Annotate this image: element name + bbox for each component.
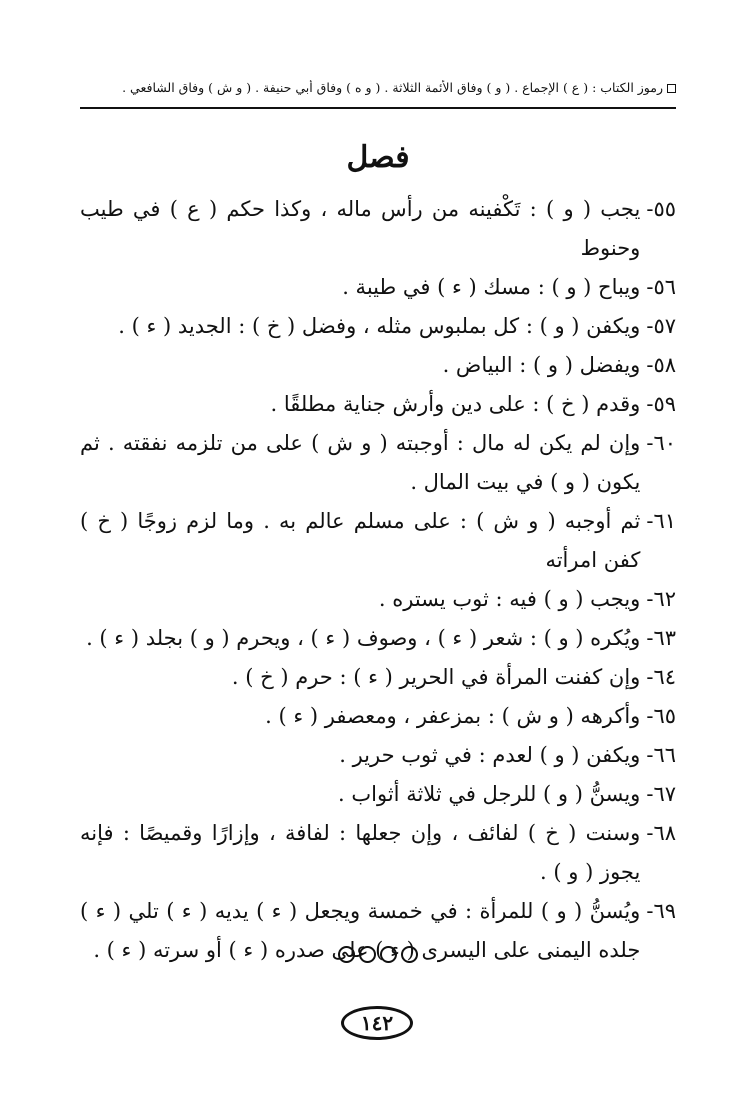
item-text: ثم أوجبه ( و ش ) : على مسلم عالم به . وما لزم زوجًا ( خ ) كفن امرأته [80,509,641,572]
item-text: وإن كفنت المرأة في الحرير ( ء ) : حرم ( خ ) . [231,665,641,689]
list-item [80,619,676,658]
item-number: ٥٩- [646,392,676,416]
item-number: ٥٦- [646,275,676,299]
list-item [80,736,676,775]
item-number: ٦٧- [646,782,676,806]
section-title: فصل [346,140,410,175]
item-number: ٦١- [646,509,676,533]
item-number: ٦٤- [646,665,676,689]
item-number: ٥٧- [646,314,676,338]
item-text: وقدم ( خ ) : على دين وأرش جناية مطلقًا . [270,392,641,416]
page-number: ١٤٢ [341,1006,413,1040]
item-number: ٦٩- [646,899,676,923]
list-item [80,697,676,736]
item-text: ويكفن ( و ) : كل بملبوس مثله ، وفضل ( خ ) : الجديد ( ء ) . [118,314,641,338]
numbered-items-list [80,190,676,970]
list-item [80,502,676,580]
item-number: ٥٥- [646,197,676,221]
item-number: ٦٠- [646,431,676,455]
item-text: ويجب ( و ) فيه : ثوب يستره . [378,587,641,611]
list-item [80,268,676,307]
list-item [80,385,676,424]
item-number: ٦٢- [646,587,676,611]
circle-ornament-icon [359,946,376,963]
item-text: وإن لم يكن له مال : أوجبته ( و ش ) على من تلزمه نفقته . ثم يكون ( و ) في بيت المال . [80,431,641,494]
list-item [80,580,676,619]
circle-ornament-icon [401,946,418,963]
circle-ornament-icon [380,946,397,963]
header-rule [80,107,676,109]
list-item [80,190,676,268]
item-text: وسنت ( خ ) لفائف ، وإن جعلها : لفافة ، وإزارًا وقميصًا : فإنه يجوز ( و ) . [80,821,641,884]
item-number: ٦٣- [646,626,676,650]
item-text: ويكفن ( و ) لعدم : في ثوب حرير . [339,743,641,767]
square-bullet-icon [667,84,676,93]
running-header [80,80,676,95]
item-number: ٥٨- [646,353,676,377]
list-item [80,424,676,502]
list-item [80,307,676,346]
item-text: ويسنُّ ( و ) للرجل في ثلاثة أثواب . [338,782,641,806]
item-text: وأكرهه ( و ش ) : بمزعفر ، ومعصفر ( ء ) . [265,704,641,728]
item-text: ويفضل ( و ) : البياض . [442,353,641,377]
item-text: يجب ( و ) : تَكْفينه من رأس ماله ، وكذا حكم ( ع ) في طيب وحنوط [80,197,641,260]
list-item [80,346,676,385]
item-number: ٦٦- [646,743,676,767]
list-item [80,658,676,697]
item-text: ويُكره ( و ) : شعر ( ء ) ، وصوف ( ء ) ، ويحرم ( و ) بجلد ( ء ) . [86,626,641,650]
list-item [80,775,676,814]
list-item [80,814,676,892]
item-text: ويُسنُّ ( و ) للمرأة : في خمسة ويجعل ( ء ) يديه ( ء ) تلي ( ء ) جلده اليمنى على اليسرى ( ء ) على صدره ( ء ) أو سرته ( ء ) . [80,899,641,962]
item-number: ٦٥- [646,704,676,728]
item-number: ٦٨- [646,821,676,845]
running-header-text: رموز الكتاب : ( ع ) الإجماع . ( و ) وفاق الأئمة الثلاثة . ( و ه ) وفاق أبي حنيفة . ( و ش ) وفاق الشافعي . [122,80,663,95]
circle-ornament-icon [338,946,355,963]
item-text: ويباح ( و ) : مسك ( ء ) في طيبة . [342,275,641,299]
section-end-ornament [0,946,756,968]
